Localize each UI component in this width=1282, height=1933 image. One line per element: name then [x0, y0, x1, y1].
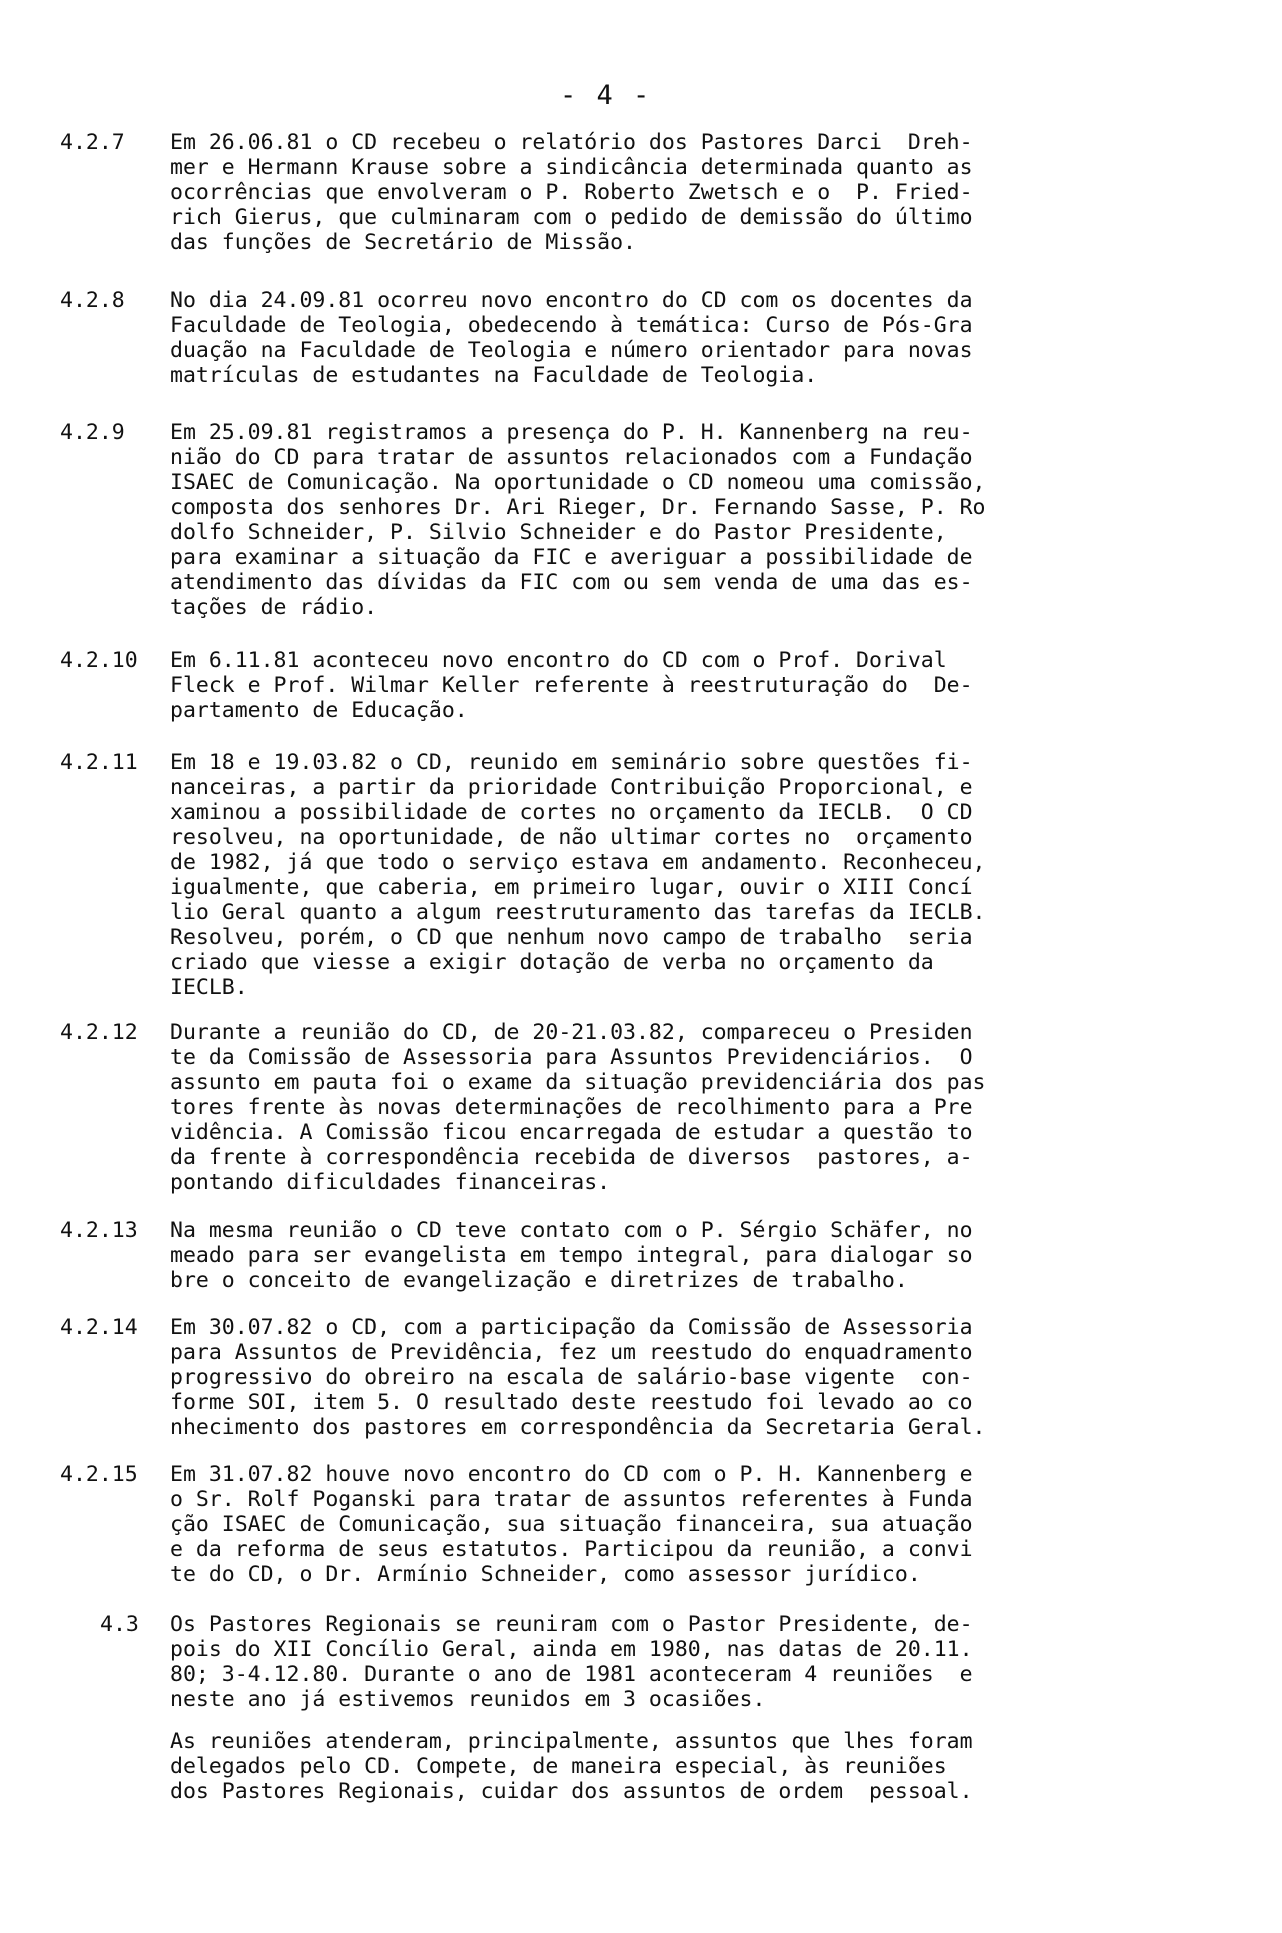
paragraph-line: Em 26.06.81 o CD recebeu o relatório dos Pastores Darci Dreh-	[170, 130, 973, 155]
paragraph-line: Em 31.07.82 houve novo encontro do CD com o P. H. Kannenberg e	[170, 1462, 973, 1487]
paragraph-line: neste ano já estivemos reunidos em 3 ocasiões.	[170, 1687, 766, 1712]
paragraph-line: tações de rádio.	[170, 595, 378, 620]
paragraph-line: o Sr. Rolf Poganski para tratar de assuntos referentes à Funda	[170, 1487, 973, 1512]
paragraph-line: atendimento das dívidas da FIC com ou sem venda de uma das es-	[170, 570, 973, 595]
paragraph-line: Em 18 e 19.03.82 o CD, reunido em seminário sobre questões fi-	[170, 750, 973, 775]
paragraph-line: Durante a reunião do CD, de 20-21.03.82, compareceu o Presiden	[170, 1020, 973, 1045]
paragraph-line: pois do XII Concílio Geral, ainda em 1980, nas datas de 20.11.	[170, 1637, 973, 1662]
section-number: 4.2.13	[60, 1218, 138, 1243]
paragraph-line: dolfo Schneider, P. Silvio Schneider e do Pastor Presidente,	[170, 520, 947, 545]
paragraph-line: lio Geral quanto a algum reestruturamento das tarefas da IECLB.	[170, 900, 986, 925]
section-number: 4.2.7	[60, 130, 125, 155]
paragraph-line: criado que viesse a exigir dotação de verba no orçamento da	[170, 950, 934, 975]
paragraph-line: Resolveu, porém, o CD que nenhum novo campo de trabalho seria	[170, 925, 973, 950]
paragraph-line: Fleck e Prof. Wilmar Keller referente à reestruturação do De-	[170, 673, 973, 698]
paragraph-line: partamento de Educação.	[170, 698, 468, 723]
paragraph-line: IECLB.	[170, 975, 248, 1000]
paragraph-line: Na mesma reunião o CD teve contato com o P. Sérgio Schäfer, no	[170, 1218, 973, 1243]
paragraph-line: Faculdade de Teologia, obedecendo à temática: Curso de Pós-Gra	[170, 313, 973, 338]
paragraph-line: das funções de Secretário de Missão.	[170, 230, 636, 255]
paragraph-line: xaminou a possibilidade de cortes no orçamento da IECLB. O CD	[170, 800, 973, 825]
paragraph-line: nanceiras, a partir da prioridade Contribuição Proporcional, e	[170, 775, 973, 800]
paragraph-line: ocorrências que envolveram o P. Roberto Zwetsch e o P. Fried-	[170, 180, 973, 205]
paragraph-line: resolveu, na oportunidade, de não ultimar cortes no orçamento	[170, 825, 973, 850]
paragraph-line: nhecimento dos pastores em correspondência da Secretaria Geral.	[170, 1415, 986, 1440]
paragraph-line: dos Pastores Regionais, cuidar dos assuntos de ordem pessoal.	[170, 1779, 973, 1804]
section-number: 4.3	[100, 1612, 139, 1637]
paragraph-line: para examinar a situação da FIC e averiguar a possibilidade de	[170, 545, 973, 570]
section-number: 4.2.11	[60, 750, 138, 775]
paragraph-line: As reuniões atenderam, principalmente, assuntos que lhes foram	[170, 1729, 973, 1754]
section-number: 4.2.10	[60, 648, 138, 673]
paragraph-line: ISAEC de Comunicação. Na oportunidade o CD nomeou uma comissão,	[170, 470, 986, 495]
section-number: 4.2.14	[60, 1315, 138, 1340]
paragraph-line: Em 6.11.81 aconteceu novo encontro do CD com o Prof. Dorival	[170, 648, 947, 673]
paragraph-line: mer e Hermann Krause sobre a sindicância determinada quanto as	[170, 155, 973, 180]
paragraph-line: No dia 24.09.81 ocorreu novo encontro do CD com os docentes da	[170, 288, 973, 313]
paragraph-line: progressivo do obreiro na escala de salário-base vigente con-	[170, 1365, 973, 1390]
paragraph-line: te da Comissão de Assessoria para Assuntos Previdenciários. O	[170, 1045, 973, 1070]
paragraph-line: e da reforma de seus estatutos. Participou da reunião, a convi	[170, 1537, 973, 1562]
paragraph-line: assunto em pauta foi o exame da situação previdenciária dos pas	[170, 1070, 986, 1095]
paragraph-line: bre o conceito de evangelização e diretrizes de trabalho.	[170, 1268, 908, 1293]
paragraph-line: pontando dificuldades financeiras.	[170, 1170, 611, 1195]
paragraph-line: meado para ser evangelista em tempo integral, para dialogar so	[170, 1243, 973, 1268]
paragraph-line: Em 30.07.82 o CD, com a participação da Comissão de Assessoria	[170, 1315, 973, 1340]
section-number: 4.2.8	[60, 288, 125, 313]
paragraph-line: delegados pelo CD. Compete, de maneira especial, às reuniões	[170, 1754, 947, 1779]
section-number: 4.2.12	[60, 1020, 138, 1045]
paragraph-line: matrículas de estudantes na Faculdade de Teologia.	[170, 363, 818, 388]
paragraph-line: composta dos senhores Dr. Ari Rieger, Dr. Fernando Sasse, P. Ro	[170, 495, 986, 520]
section-number: 4.2.15	[60, 1462, 138, 1487]
page-number: - 4 -	[560, 80, 652, 111]
paragraph-line: te do CD, o Dr. Armínio Schneider, como assessor jurídico.	[170, 1562, 921, 1587]
paragraph-line: vidência. A Comissão ficou encarregada de estudar a questão to	[170, 1120, 973, 1145]
paragraph-line: duação na Faculdade de Teologia e número orientador para novas	[170, 338, 973, 363]
paragraph-line: tores frente às novas determinações de recolhimento para a Pre	[170, 1095, 973, 1120]
paragraph-line: ção ISAEC de Comunicação, sua situação financeira, sua atuação	[170, 1512, 973, 1537]
section-number: 4.2.9	[60, 420, 125, 445]
paragraph-line: para Assuntos de Previdência, fez um reestudo do enquadramento	[170, 1340, 973, 1365]
paragraph-line: igualmente, que caberia, em primeiro lugar, ouvir o XIII Concí	[170, 875, 973, 900]
paragraph-line: Os Pastores Regionais se reuniram com o Pastor Presidente, de-	[170, 1612, 973, 1637]
paragraph-line: nião do CD para tratar de assuntos relacionados com a Fundação	[170, 445, 973, 470]
paragraph-line: Em 25.09.81 registramos a presença do P. H. Kannenberg na reu-	[170, 420, 973, 445]
paragraph-line: 80; 3-4.12.80. Durante o ano de 1981 aconteceram 4 reuniões e	[170, 1662, 973, 1687]
paragraph-line: da frente à correspondência recebida de diversos pastores, a-	[170, 1145, 973, 1170]
paragraph-line: de 1982, já que todo o serviço estava em andamento. Reconheceu,	[170, 850, 986, 875]
paragraph-line: forme SOI, item 5. O resultado deste reestudo foi levado ao co	[170, 1390, 973, 1415]
paragraph-line: rich Gierus, que culminaram com o pedido de demissão do último	[170, 205, 973, 230]
